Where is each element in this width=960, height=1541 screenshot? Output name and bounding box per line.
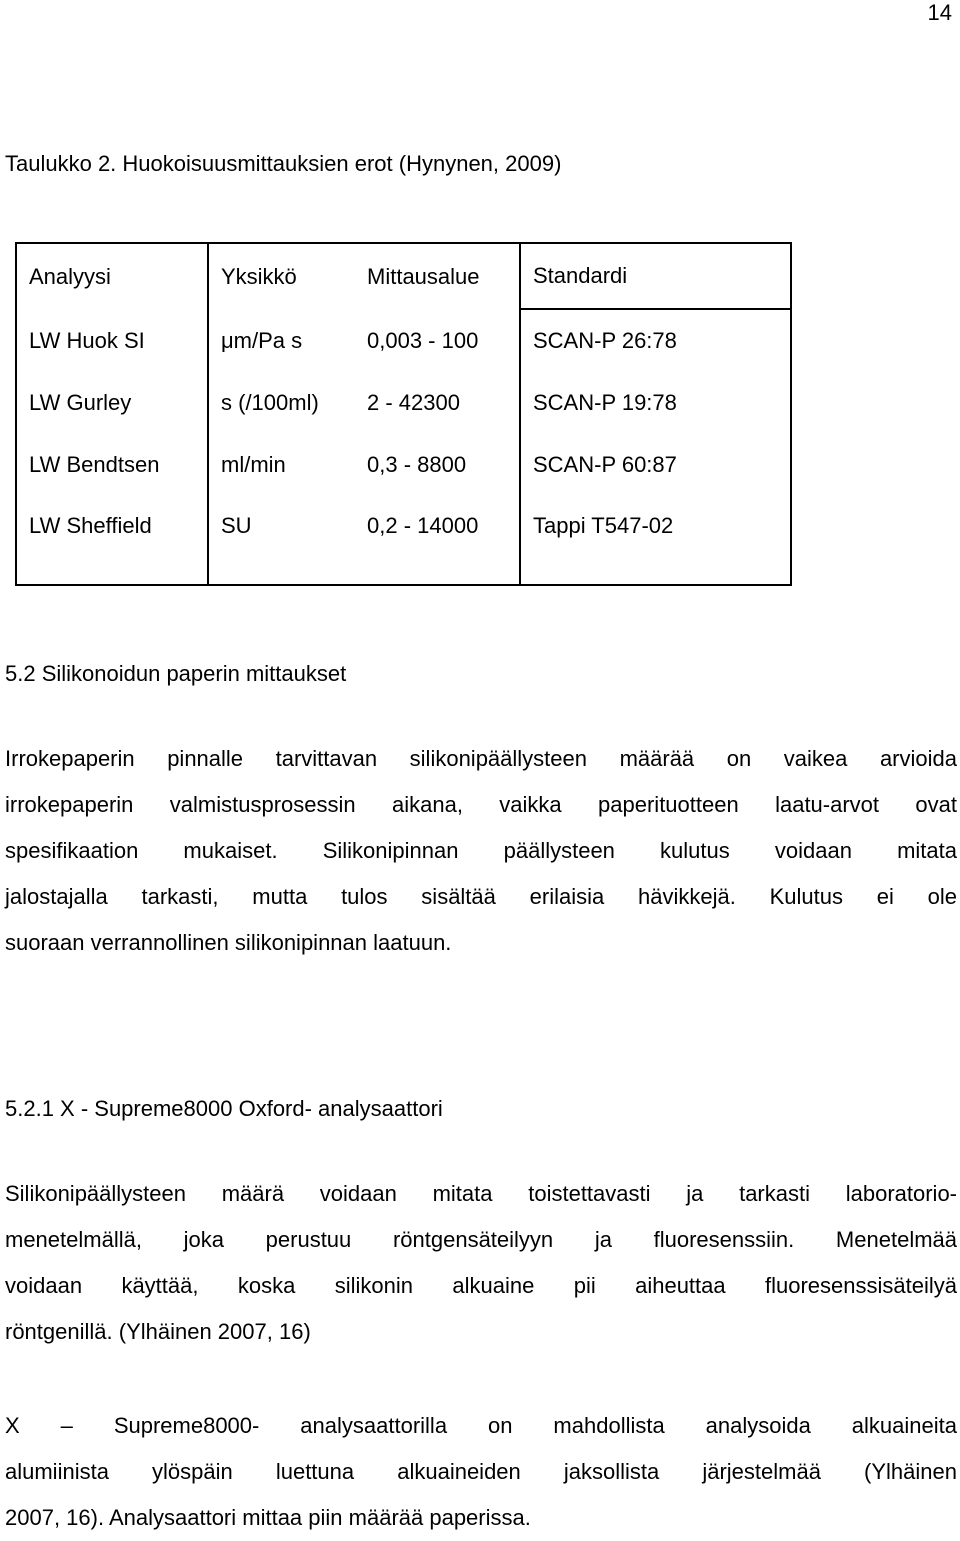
header-yksikko: Yksikkö xyxy=(208,243,355,309)
table-cell: SCAN-P 26:78 xyxy=(520,309,791,372)
paragraph-line: X – Supreme8000- analysaattorilla on mahdollista analysoida alkuaineita xyxy=(5,1413,957,1438)
table-caption: Taulukko 2. Huokoisuusmittauksien erot (Hynynen, 2009) xyxy=(5,151,562,176)
header-analyysi: Analyysi xyxy=(16,243,208,309)
section-heading-5-2-1: 5.2.1 X - Supreme8000 Oxford- analysaattori xyxy=(5,1096,443,1121)
paragraph-line: suoraan verrannollinen silikonipinnan laatuun. xyxy=(5,930,452,955)
porosity-table xyxy=(15,242,792,586)
paragraph-line: voidaan käyttää, koska silikonin alkuaine pii aiheuttaa fluoresenssisäteilyä xyxy=(5,1273,957,1298)
table-cell: LW Sheffield xyxy=(16,496,208,585)
paragraph-line: irrokepaperin valmistusprosessin aikana, vaikka paperituotteen laatu-arvot ovat xyxy=(5,792,957,817)
table-cell: 0,2 - 14000 xyxy=(355,496,520,585)
paragraph-line: Irrokepaperin pinnalle tarvittavan silikonipäällysteen määrää on vaikea arvioida xyxy=(5,746,957,771)
table-cell: SU xyxy=(208,496,355,585)
table-cell: 0,3 - 8800 xyxy=(367,452,467,477)
paragraph-5-2-1-second xyxy=(5,1403,957,1541)
paragraph-line: jalostajalla tarkasti, mutta tulos sisältää erilaisia hävikkejä. Kulutus ei ole xyxy=(5,884,957,909)
table-cell: LW Huok SI xyxy=(16,309,208,372)
table-cell: LW Gurley xyxy=(16,372,208,434)
table-cell: SCAN-P 19:78 xyxy=(520,372,791,434)
table-cell: 0,003 - 100 xyxy=(367,327,479,353)
table-cell: LW Bendtsen xyxy=(16,434,208,496)
table-cell: s (/100ml) xyxy=(208,372,355,434)
header-standardi: Standardi xyxy=(520,243,791,309)
table-row xyxy=(16,496,791,585)
header-mittausalue: Mittausalue xyxy=(355,243,520,309)
table-row xyxy=(16,372,791,434)
paragraph-5-2-1-first xyxy=(5,1171,957,1355)
paragraph-line: alumiinista ylöspäin luettuna alkuaineiden jaksollista järjestelmää (Ylhäinen xyxy=(5,1459,957,1484)
paragraph-line: spesifikaation mukaiset. Silikonipinnan päällysteen kulutus voidaan mitata xyxy=(5,838,957,863)
table-row xyxy=(16,309,791,372)
paragraph-line: röntgenillä. (Ylhäinen 2007, 16) xyxy=(5,1319,311,1344)
paragraph-5-2 xyxy=(5,736,957,966)
page-number: 14 xyxy=(927,0,952,25)
table-cell: μm/Pa s xyxy=(208,309,355,372)
section-heading-5-2: 5.2 Silikonoidun paperin mittaukset xyxy=(5,661,347,686)
table-cell: ml/min xyxy=(208,434,355,496)
table-row xyxy=(16,434,791,496)
table-cell: 2 - 42300 xyxy=(367,390,460,415)
paragraph-line: menetelmällä, joka perustuu röntgensäteilyyn ja fluoresenssiin. Menetelmää xyxy=(5,1227,957,1252)
table-header-row xyxy=(16,243,791,309)
paragraph-line: Silikonipäällysteen määrä voidaan mitata toistettavasti ja tarkasti laboratorio- xyxy=(5,1181,957,1206)
table-cell: SCAN-P 60:87 xyxy=(520,434,791,496)
table-cell: Tappi T547-02 xyxy=(520,496,791,585)
paragraph-line: 2007, 16). Analysaattori mittaa piin määrää paperissa. xyxy=(5,1505,531,1530)
